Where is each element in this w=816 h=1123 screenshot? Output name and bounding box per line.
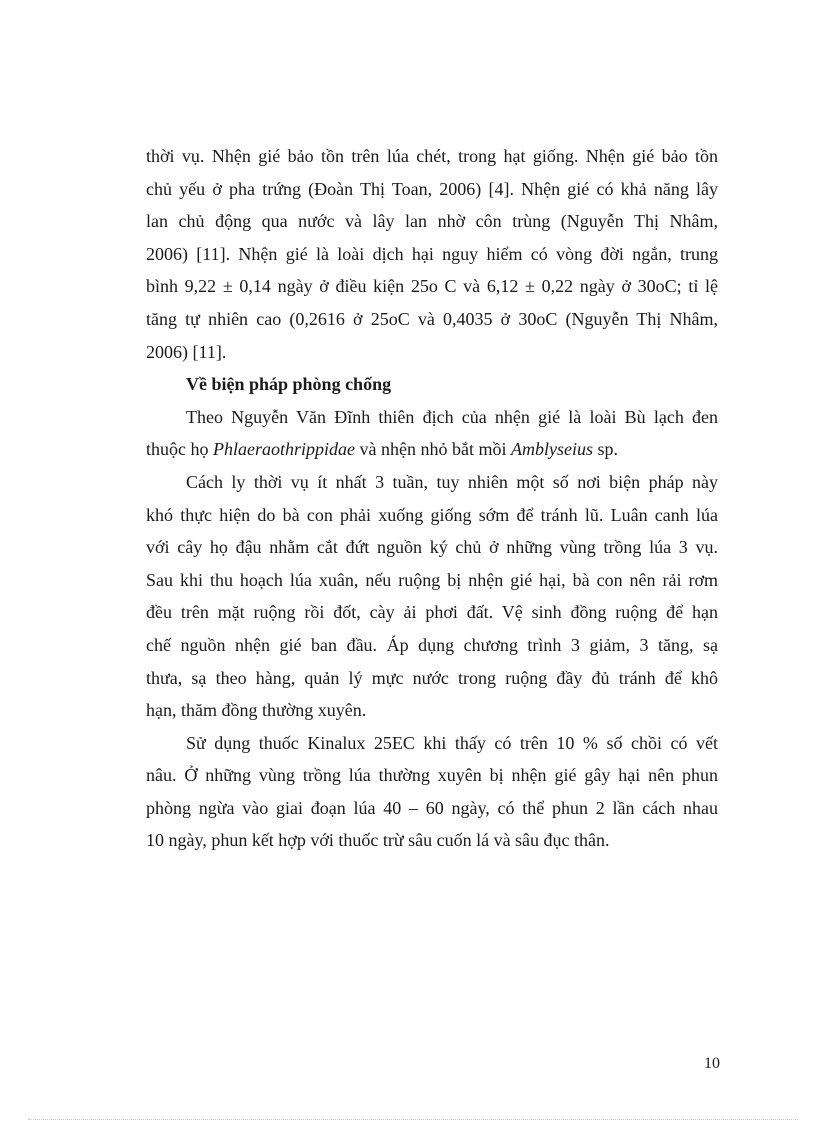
page-number: 10 [704,1055,720,1072]
family-name: Phlaeraothrippidae [213,439,355,460]
paragraph-3 [146,466,718,727]
text-line: bình 9,22 ± 0,14 ngày ở điều kiện 25o C và 6,12 ± 0,22 ngày ở 30oC; tỉ lệ [146,276,718,297]
text-line: phòng ngừa vào giai đoạn lúa 40 – 60 ngày, có thể phun 2 lần cách nhau [146,797,718,818]
text-line: lan chủ động qua nước và lây lan nhờ côn trùng (Nguyễn Thị Nhâm, [146,211,718,232]
text-line: thời vụ. Nhện gié bảo tồn trên lúa chét, trong hạt giống. Nhện gié bảo tồn [146,146,718,166]
text-line: thưa, sạ theo hàng, quản lý mực nước trong ruộng đầy đủ tránh để khô [146,667,718,688]
body-text [146,140,718,857]
text-line: Theo Nguyễn Văn Đĩnh thiên địch của nhện gié là loài Bù lạch đen [186,406,718,427]
text-line: tăng tự nhiên cao (0,2616 ở 25oC và 0,4035 ở 30oC (Nguyễn Thị Nhâm, [146,308,718,329]
text-line: 10 ngày, phun kết hợp với thuốc trừ sâu cuốn lá và sâu đục thân. [146,830,610,851]
text-line: nâu. Ở những vùng trồng lúa thường xuyên bị nhện gié gây hại nên phun [146,765,718,786]
section-heading: Về biện pháp phòng chống [186,374,392,395]
text-line: khó thực hiện do bà con phải xuống giống sớm để tránh lũ. Luân canh lúa [146,504,718,525]
genus-name: Amblyseius [510,439,593,460]
paragraph-4 [146,727,718,857]
paragraph-2 [146,401,718,466]
text-segment: sp. [592,439,618,460]
text-line: chủ yếu ở pha trứng (Đoàn Thị Toan, 2006) [4]. Nhện gié có khả năng lây [146,178,718,199]
text-line: với cây họ đậu nhằm cắt đứt nguồn ký chủ ở những vùng trồng lúa 3 vụ. [146,537,718,558]
text-segment: thuộc họ [146,439,213,460]
text-line: đều trên mặt ruộng rồi đốt, cày ải phơi đất. Vệ sinh đồng ruộng để hạn [146,602,718,623]
text-line: hạn, thăm đồng thường xuyên. [146,700,367,721]
text-line [146,433,718,466]
text-line: Cách ly thời vụ ít nhất 3 tuần, tuy nhiên một số nơi biện pháp này [186,471,718,492]
text-line: 2006) [11]. Nhện gié là loài dịch hại nguy hiểm có vòng đời ngắn, trung [146,243,718,264]
text-line: Sử dụng thuốc Kinalux 25EC khi thấy có trên 10 % số chồi có vết [186,732,718,753]
text-line: 2006) [11]. [146,341,227,362]
text-line: Sau khi thu hoạch lúa xuân, nếu ruộng bị nhện gié hại, bà con nên rải rơm [146,569,718,590]
paragraph-1 [146,140,718,368]
text-line: chế nguồn nhện gié ban đầu. Áp dụng chương trình 3 giảm, 3 tăng, sạ [146,634,718,655]
text-segment: và nhện nhỏ bắt mồi [355,439,511,460]
page-bottom-rule [28,1119,798,1120]
